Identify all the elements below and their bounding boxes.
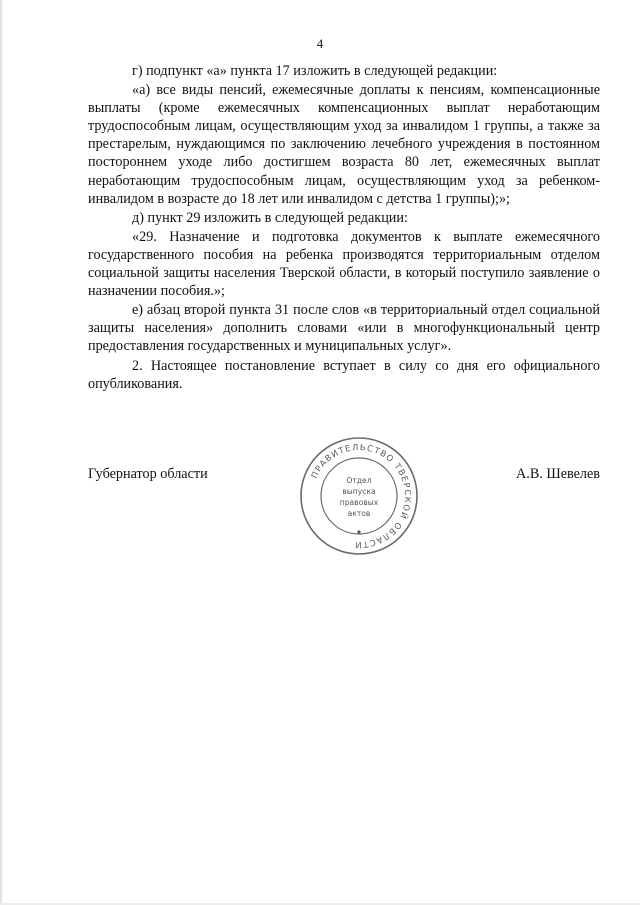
signatory-title: Губернатор области [88,466,208,482]
paragraph-item-a-text: «а) все виды пенсий, ежемесячные доплаты к пенсиям, компенсационные выплаты (кроме ежемесячных компенсационных выплат неработающим трудоспособным лицам, осуществляющим уход за инвалидом 1 группы, а также за престарелым, нуждающимся по заключению лечебного учреждения в постоянном постороннем уходе либо достигшем возраста 80 лет, ежемесячных выплат неработающим трудоспособным лицам, осуществляющим уход за ребенком-инвалидом в возрасте до 18 лет или инвалидом с детства 1 группы);»; [88,82,600,207]
paragraph-item-e: е) абзац второй пункта 31 после слов «в территориальный отдел социальной защиты населения» дополнить словами «или в многофункциональный центр предоставления государственных и муниципальных услуг». [88,302,600,355]
paragraph-item-d: д) пункт 29 изложить в следующей редакции: [132,209,408,226]
stamp-center-line-1: Отдел [346,476,372,485]
paragraph-effective-date: 2. Настоящее постановление вступает в силу со дня его официального опубликования. [88,357,600,392]
stamp-center-line-4: актов [347,509,371,518]
paragraph-item-g: г) подпункт «а» пункта 17 изложить в следующей редакции: [132,63,498,79]
signatory-name: А.В. Шевелев [516,466,600,482]
paragraph-point-29-text: «29. Назначение и подготовка документов к выплате ежемесячного государственного пособия на ребенка производятся территориальным отделом социальной защиты населения Тверской области, в который поступило заявление о назначении пособия.»; [88,228,600,300]
stamp-center-line-2: выпуска [342,487,376,496]
stamp-center-line-3: правовых [339,498,379,507]
official-stamp [296,433,422,559]
page-number: 4 [316,36,324,51]
stamp-inner-ring [321,458,397,534]
signature-block [88,441,600,576]
stamp-outer-ring [301,438,417,554]
stamp-ring-text: ПРАВИТЕЛЬСТВО ТВЕРСКОЙ ОБЛАСТИ [308,441,414,551]
document-body [88,62,600,394]
scan-edge [0,0,3,905]
stamp-dot [357,530,360,533]
